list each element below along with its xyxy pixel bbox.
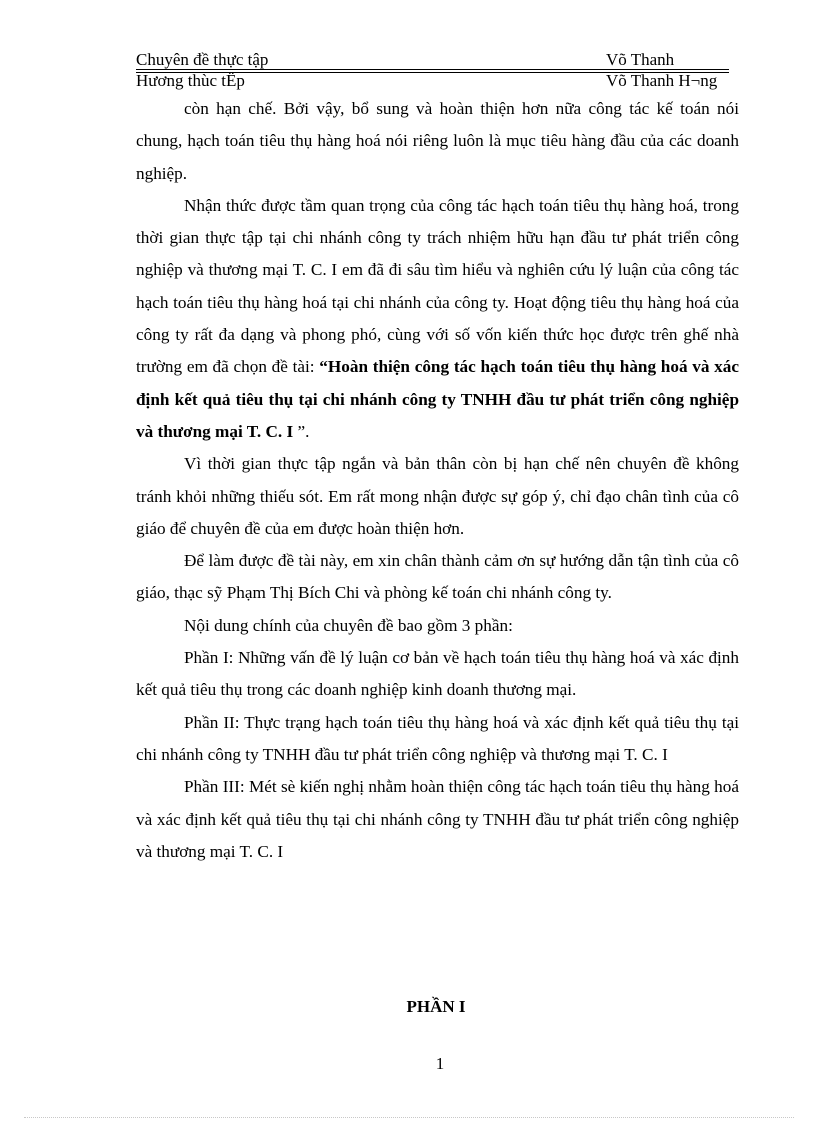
header-rule-top xyxy=(136,69,729,70)
paragraph-part-2: Phần II: Thực trạng hạch toán tiêu thụ hàng hoá và xác định kết quả tiêu thụ tại chi nhánh công ty TNHH đầu tư phát triển công nghiệp và thương mại T. C. I xyxy=(136,712,739,764)
thesis-title: “Hoàn thiện công tác hạch toán tiêu thụ hàng hoá và xác định kết quả tiêu thụ tại chi nhánh công ty TNHH đầu tư phát triển công nghiệp và thương mại T. C. I xyxy=(136,357,740,441)
page-number: 1 xyxy=(435,1054,445,1073)
document-body xyxy=(136,93,739,868)
header-guide-label: Hương thùc tËp xyxy=(136,71,245,90)
paragraph-part-3: Phần III: Mét sè kiến nghị nhằm hoàn thiện công tác hạch toán tiêu thụ hàng hoá và xác định kết quả tiêu thụ tại chi nhánh công ty TNHH đầu tư phát triển công nghiệp và thương mại T. C. I xyxy=(136,777,739,861)
header-author: Võ Thanh xyxy=(606,50,675,69)
page-break-line xyxy=(24,1117,794,1118)
paragraph-5: Nội dung chính của chuyên đề bao gồm 3 phần: xyxy=(184,615,513,635)
paragraph-2 xyxy=(136,190,739,448)
header-guide-name: Võ Thanh H¬ng xyxy=(606,71,718,90)
paragraph-4: Để làm được đề tài này, em xin chân thành cảm ơn sự hướng dẫn tận tình của cô giáo, thạc sỹ Phạm Thị Bích Chi và phòng kế toán chi nhánh công ty. xyxy=(136,551,739,603)
paragraph-3: Vì thời gian thực tập ngắn và bản thân còn bị hạn chế nên chuyên đề không tránh khỏi những thiếu sót. Em rất mong nhận được sự góp ý, chỉ đạo chân tình của cô giáo để chuyên đề của em được hoàn thiện hơn. xyxy=(136,454,739,538)
paragraph-2-text: Nhận thức được tầm quan trọng của công tác hạch toán tiêu thụ hàng hoá, trong thời gian thực tập tại chi nhánh công ty trách nhiệm hữu hạn đầu tư phát triển công nghiệp và thương mại T. C. I em đã đi sâu tìm hiểu và nghiên cứu lý luận của công tác hạch toán tiêu thụ hàng hoá tại chi nhánh của công ty. Hoạt động tiêu thụ hàng hoá của công ty rất đa dạng và phong phó, cùng với số vốn kiến thức học được trên ghế nhà trường em đã chọn đề tài: xyxy=(136,195,739,377)
paragraph-2-end: ”. xyxy=(293,421,310,441)
paragraph-1: còn hạn chế. Bởi vậy, bổ sung và hoàn thiện hơn nữa công tác kế toán nói chung, hạch toán tiêu thụ hàng hoá nói riêng luôn là mục tiêu hàng đầu của các doanh nghiệp. xyxy=(136,99,739,183)
paragraph-part-1: Phần I: Những vấn đề lý luận cơ bản về hạch toán tiêu thụ hàng hoá và xác định kết quả tiêu thụ trong các doanh nghiệp kinh doanh thương mại. xyxy=(136,648,739,700)
section-heading: PHẦN I xyxy=(406,997,466,1016)
header-doc-type: Chuyên đề thực tập xyxy=(136,50,269,69)
